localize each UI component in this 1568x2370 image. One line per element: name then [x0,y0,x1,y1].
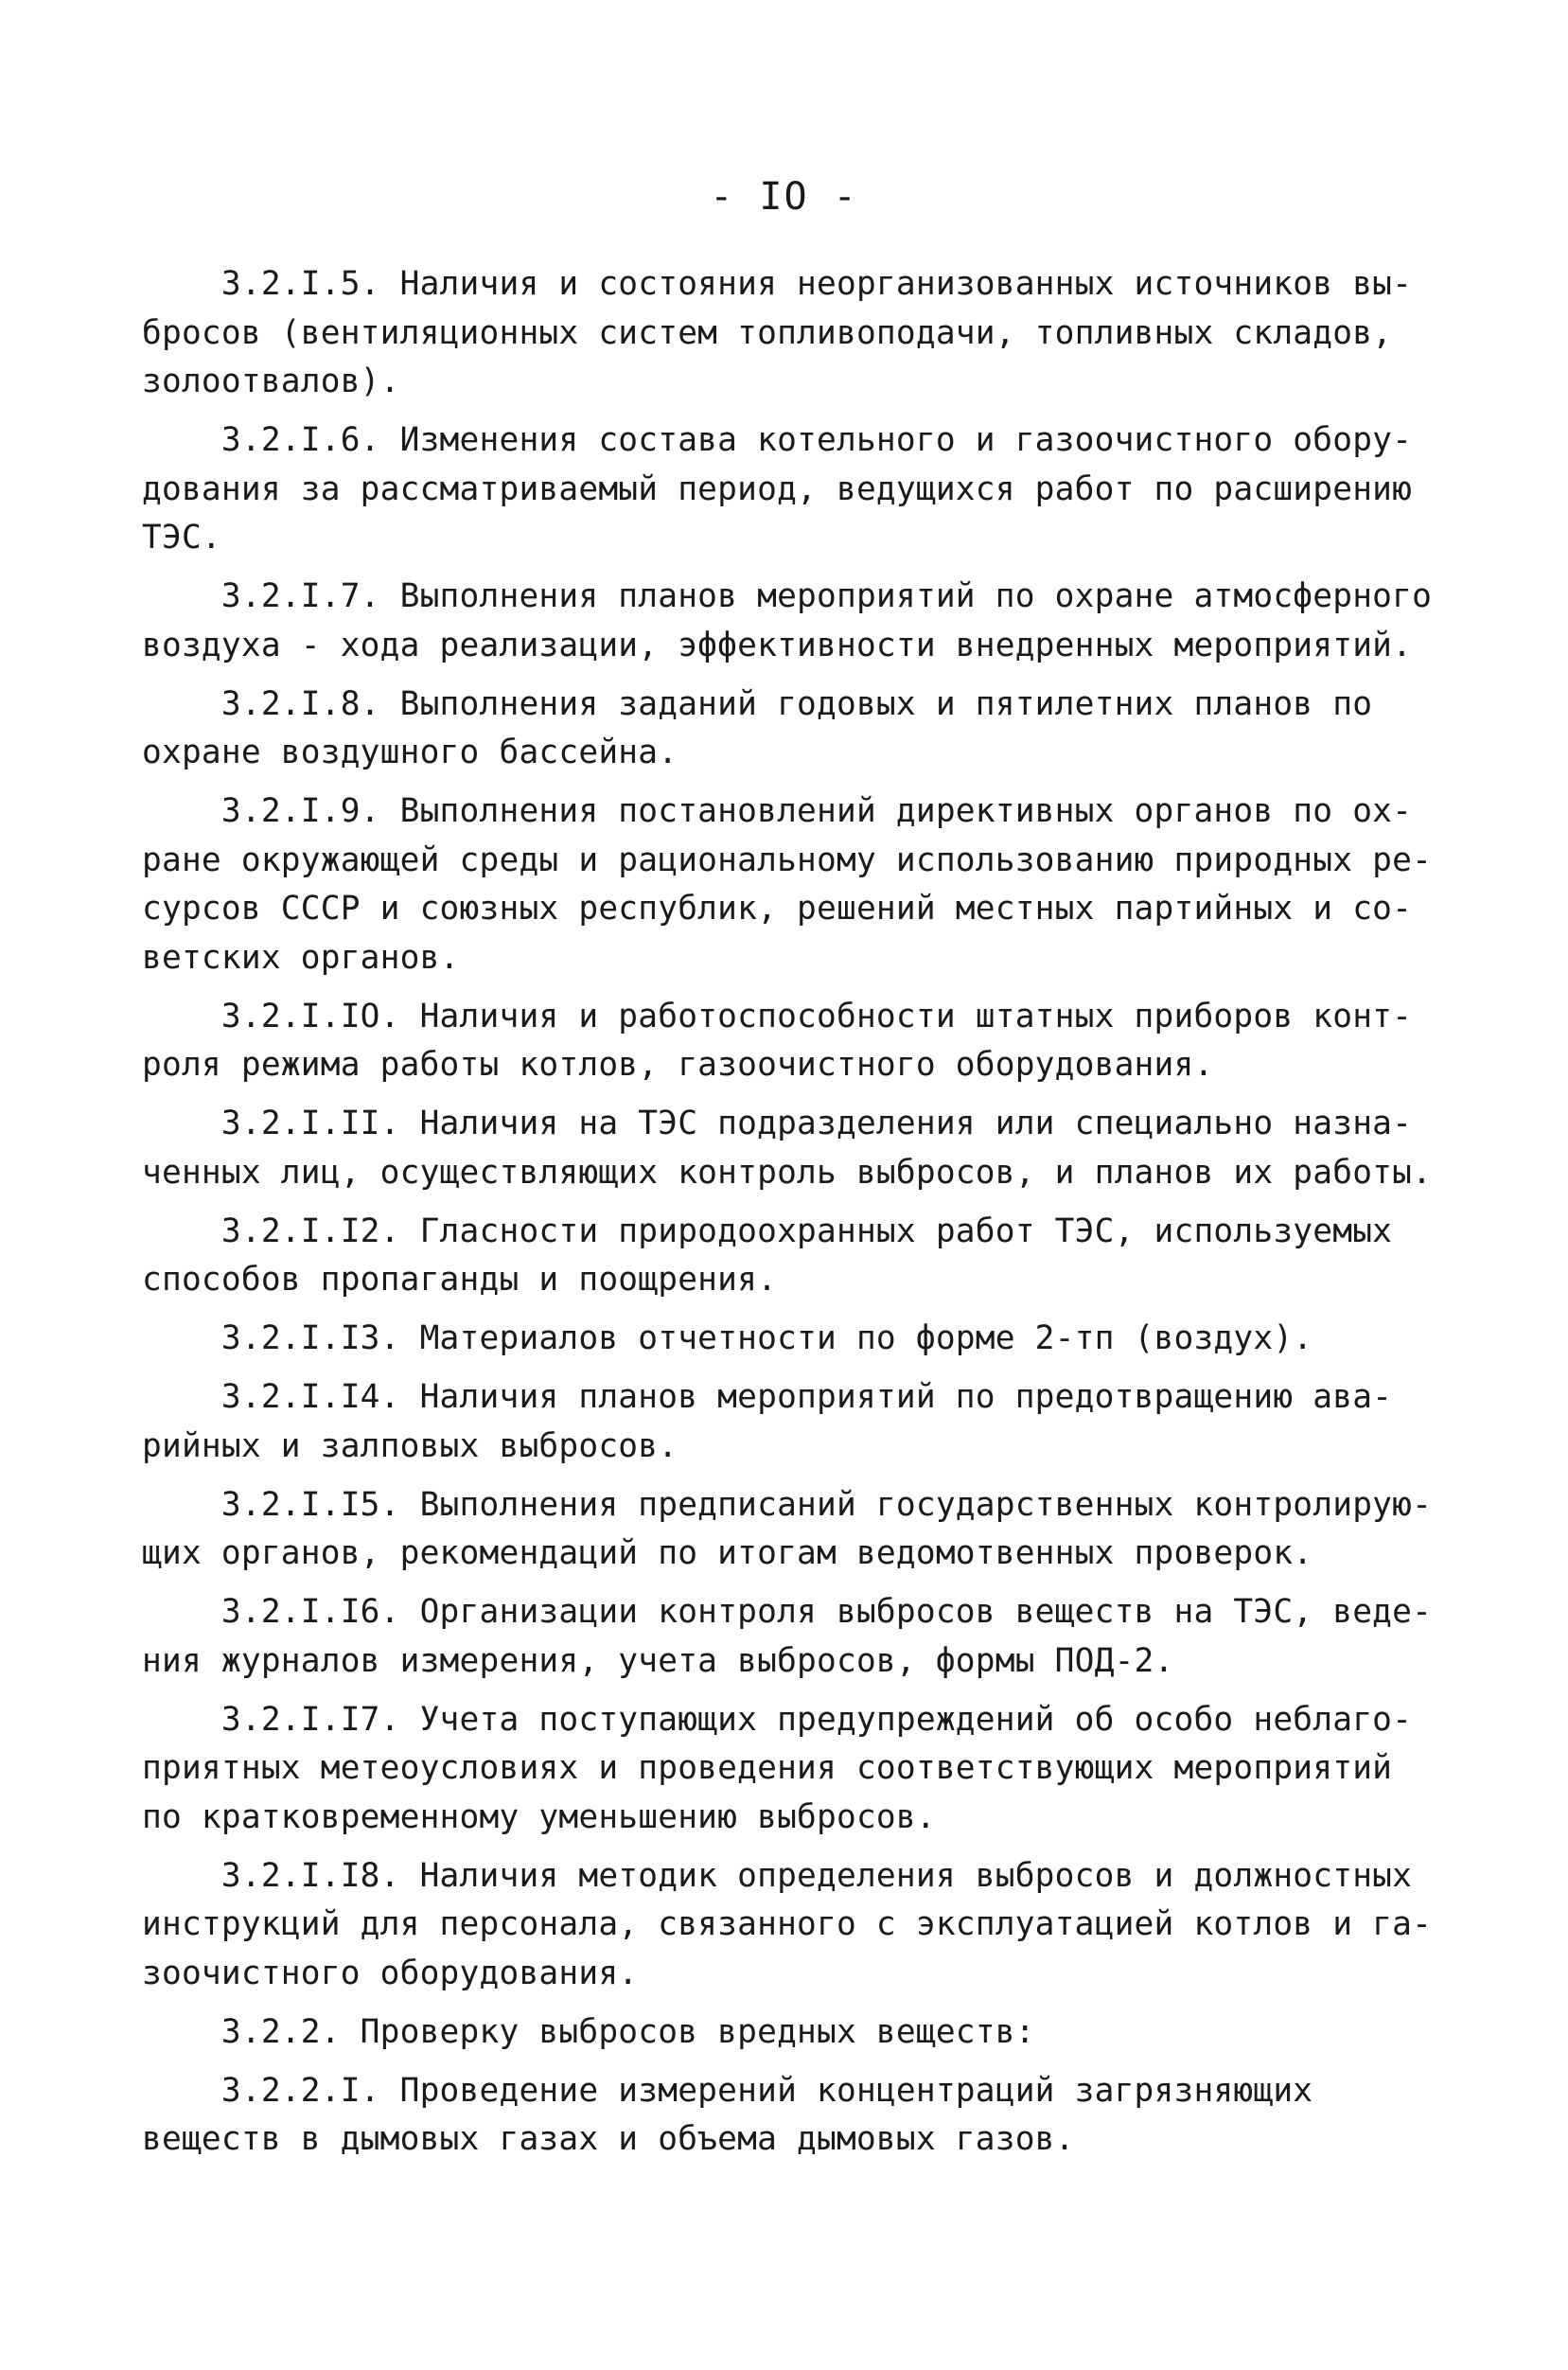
page-number: - IO - [710,175,858,219]
paragraph-line: ния журналов измерения, учета выбросов, формы ПОД-2. [142,1641,1174,1680]
paragraph-line: ветских органов. [142,938,460,977]
paragraph-line: по кратковременному уменьшению выбросов. [142,1797,936,1836]
paragraph [142,1100,1457,1197]
paragraph-first-line: 3.2.I.6. Изменения состава котельного и газоочистного обору- [142,421,1413,459]
paragraph-line: охране воздушного бассейна. [142,734,678,771]
paragraph-line: приятных метеоусловиях и проведения соответствующих мероприятий [142,1749,1393,1787]
paragraph-gap [142,407,1457,417]
paragraph-first-line: 3.2.I.7. Выполнения планов мероприятий по охране атмосферного [142,577,1433,615]
paragraph-first-line: 3.2.I.9. Выполнения постановлений директивных органов по ох- [142,792,1413,830]
paragraph-line: способов пропаганды и поощрения. [142,1261,778,1299]
paragraph-line: рийных и залповых выбросов. [142,1426,678,1465]
paragraph-first-line: 3.2.I.5. Наличия и состояния неорганизованных источников вы- [142,265,1413,303]
paragraph-first-line: 3.2.2. Проверку выбросов вредных веществ: [142,2012,1035,2051]
paragraph-line: ТЭС. [142,519,221,557]
paragraph [142,260,1457,407]
paragraph [142,573,1457,670]
paragraph [142,1852,1457,1999]
paragraph-first-line: 3.2.I.8. Выполнения заданий годовых и пятилетних планов по [142,684,1373,723]
paragraph-gap [142,1197,1457,1208]
paragraph-gap [142,2057,1457,2067]
paragraph [142,1208,1457,1305]
paragraph-gap [142,1998,1457,2008]
paragraph-first-line: 3.2.2.I. Проведение измерений концентраций загрязняющих [142,2071,1313,2110]
paragraph-gap [142,1471,1457,1481]
paragraph-line: воздуха - хода реализации, эффективности внедренных мероприятий. [142,626,1413,664]
paragraph-first-line: 3.2.I.I4. Наличия планов мероприятий по предотвращению ава- [142,1378,1393,1416]
paragraph-gap [142,1842,1457,1852]
paragraph-line: веществ в дымовых газах и объема дымовых газов. [142,2120,1075,2158]
paragraph [142,2008,1457,2058]
paragraph [142,1696,1457,1843]
paragraph [142,1373,1457,1471]
paragraph-line: дования за рассматриваемый период, ведущихся работ по расширению [142,469,1413,508]
paragraph [142,787,1457,982]
paragraph-line: сурсов СССР и союзных республик, решений местных партийных и со- [142,890,1413,928]
paragraph-gap [142,1364,1457,1374]
paragraph-line: ченных лиц, осуществляющих контроль выбросов, и планов их работы. [142,1153,1433,1192]
paragraph-first-line: 3.2.I.I7. Учета поступающих предупреждений об особо неблаго- [142,1700,1413,1739]
paragraph-first-line: 3.2.I.I6. Организации контроля выбросов веществ на ТЭС, веде- [142,1593,1433,1631]
paragraph-first-line: 3.2.I.II. Наличия на ТЭС подразделения или специально назна- [142,1105,1413,1142]
paragraph-gap [142,1579,1457,1589]
paragraph-gap [142,778,1457,788]
paragraph-line: роля режима работы котлов, газоочистного оборудования. [142,1046,1214,1084]
paragraph-line: ране окружающей среды и рациональному использованию природных ре- [142,840,1433,879]
paragraph [142,1481,1457,1579]
paragraph-line: золоотвалов). [142,363,400,400]
paragraph-line: бросов (вентиляционных систем топливоподачи, топливных складов, [142,313,1393,352]
paragraph-first-line: 3.2.I.I5. Выполнения предписаний государственных контролирую- [142,1485,1433,1524]
paragraph [142,1315,1457,1364]
paragraph-line: щих органов, рекомендаций по итогам ведомотвенных проверок. [142,1534,1313,1572]
paragraph [142,993,1457,1090]
paragraph-gap [142,1686,1457,1696]
paragraph-gap [142,1090,1457,1101]
paragraph-line: инструкций для персонала, связанного с эксплуатацией котлов и га- [142,1905,1433,1943]
paragraph [142,2067,1457,2165]
document-body [142,260,1457,2165]
paragraph [142,681,1457,778]
paragraph-gap [142,1305,1457,1316]
paragraph-line: зоочистного оборудования. [142,1954,639,1992]
paragraph-first-line: 3.2.I.IO. Наличия и работоспособности штатных приборов конт- [142,997,1413,1035]
paragraph [142,1588,1457,1686]
paragraph-gap [142,563,1457,574]
paragraph-gap [142,670,1457,681]
paragraph-gap [142,982,1457,993]
paragraph [142,416,1457,563]
paragraph-first-line: 3.2.I.I2. Гласности природоохранных работ ТЭС, используемых [142,1212,1393,1250]
paragraph-first-line: 3.2.I.I8. Наличия методик определения выбросов и должностных [142,1856,1413,1895]
paragraph-first-line: 3.2.I.I3. Материалов отчетности по форме 2-тп (воздух). [142,1319,1313,1357]
